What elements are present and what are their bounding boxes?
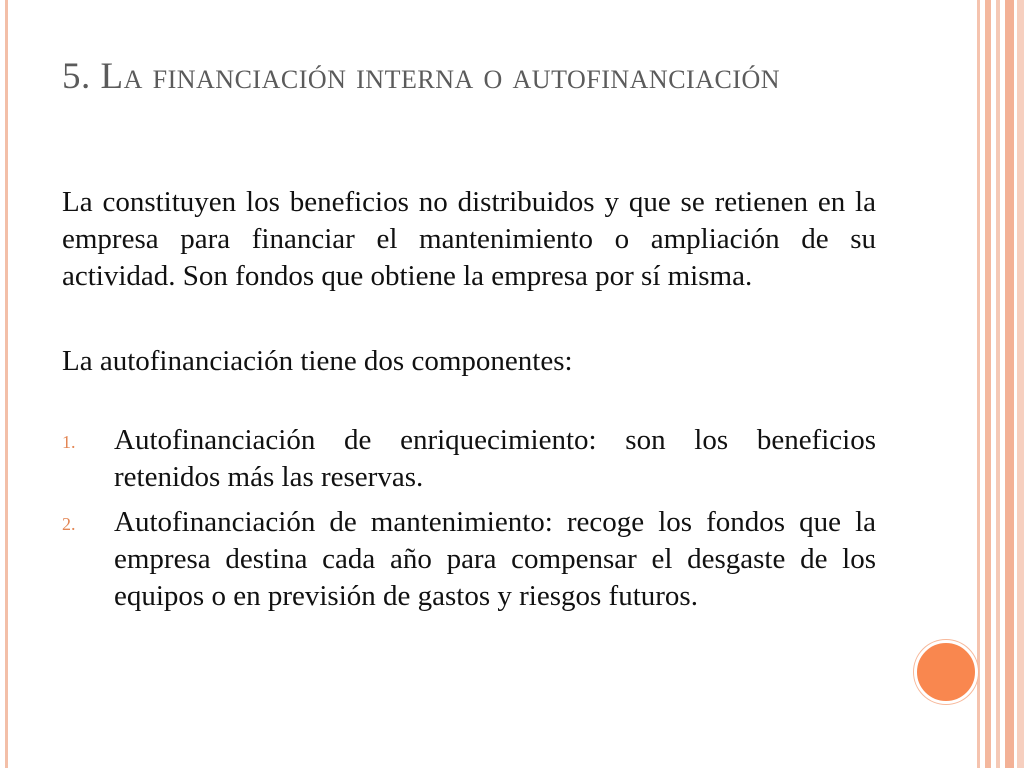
right-decor-stripe xyxy=(977,0,980,768)
list-item-text: Autofinanciación de mantenimiento: recoge los fondos que la empresa destina cada año para compensar el desgaste de los equipos o en previsión de gastos y riesgos futuros. xyxy=(114,506,876,612)
left-border-line xyxy=(5,0,8,768)
slide-title: 5. La financiación interna o autofinanciación xyxy=(62,56,781,97)
intro-paragraph: La constituyen los beneficios no distribuidos y que se retienen en la empresa para financiar el mantenimiento o ampliación de su actividad. Son fondos que obtiene la empresa por sí misma. xyxy=(62,186,876,292)
list-item xyxy=(62,422,876,496)
right-decor-stripe xyxy=(996,0,1000,768)
components-paragraph: La autofinanciación tiene dos componentes: xyxy=(62,345,573,377)
decorative-circle xyxy=(914,640,978,704)
list-item-text: Autofinanciación de enriquecimiento: son los beneficios retenidos más las reservas. xyxy=(114,424,876,493)
right-decor-stripe xyxy=(1005,0,1014,768)
list-item xyxy=(62,504,876,615)
list-number: 2. xyxy=(62,514,76,534)
right-decor-stripe xyxy=(985,0,991,768)
right-decor-stripe xyxy=(1017,0,1024,768)
list-number: 1. xyxy=(62,432,76,452)
slide-body xyxy=(62,184,876,623)
components-list xyxy=(62,422,876,615)
